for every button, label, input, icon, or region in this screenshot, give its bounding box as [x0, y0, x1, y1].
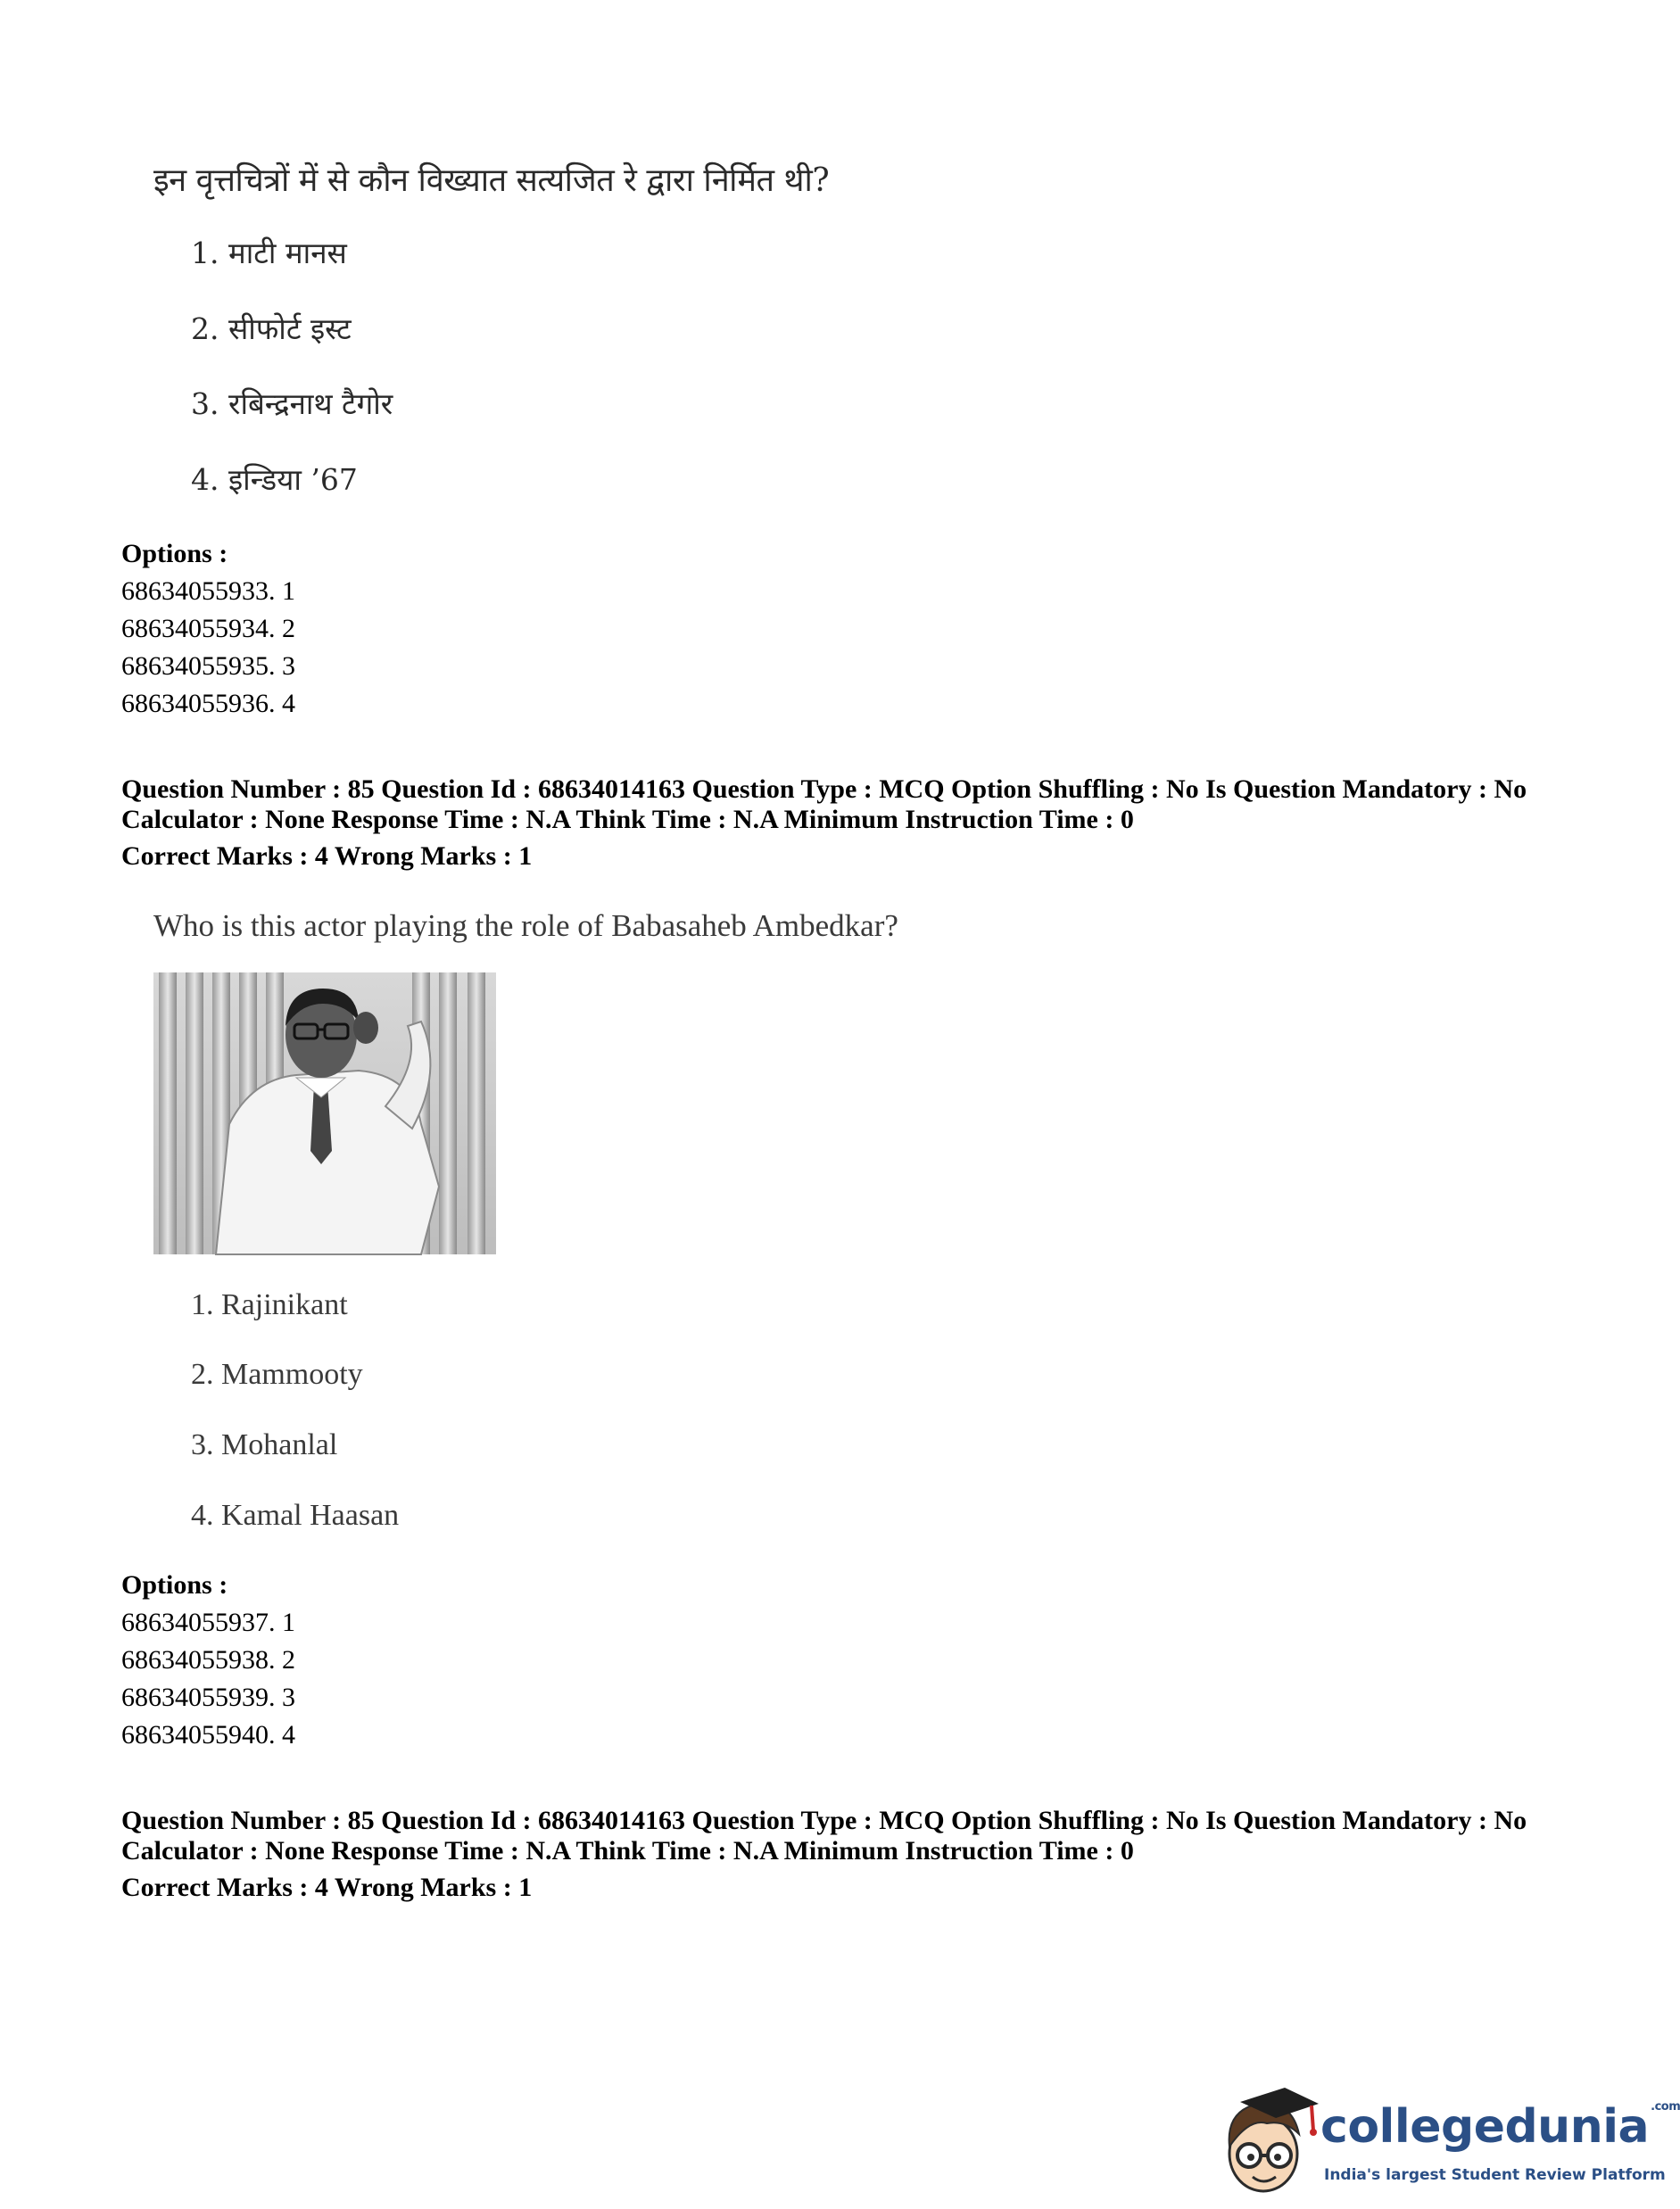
question-next-marks: Correct Marks : 4 Wrong Marks : 1 [121, 1873, 533, 1902]
question-84-option-3: 68634055935. 3 [121, 651, 295, 681]
actor-figure [153, 972, 496, 1254]
brand-tagline: India's largest Student Review Platform [1324, 2166, 1666, 2184]
collegedunia-logo [1213, 2084, 1680, 2200]
question-85-option-3: 68634055939. 3 [121, 1683, 295, 1712]
question-85-text: Who is this actor playing the role of Babasaheb Ambedkar? [153, 908, 898, 943]
question-85-option-1: 68634055937. 1 [121, 1608, 295, 1637]
actor-photo [153, 972, 496, 1254]
question-next-meta: Question Number : 85 Question Id : 68634014163 Question Type : MCQ Option Shuffling : No Is Question Mandatory : No Calculator : None Response Time : N.A Think Time : N.A Minimum Instruction Time : 0 [121, 1806, 1527, 1866]
mascot-icon [1213, 2084, 1320, 2200]
question-85-choice-2: 2. Mammooty [191, 1358, 363, 1391]
question-85-option-2: 68634055938. 2 [121, 1645, 295, 1675]
question-85-meta: Question Number : 85 Question Id : 68634014163 Question Type : MCQ Option Shuffling : No Is Question Mandatory : No Calculator : None Response Time : N.A Think Time : N.A Minimum Instruction Time : 0 [121, 774, 1527, 834]
brand-name: collegedunia $^{.com}$ [1320, 2100, 1680, 2154]
question-85-option-4: 68634055940. 4 [121, 1720, 295, 1750]
question-84-choice-4: 4. इन्डिया ’67 [191, 462, 358, 497]
question-85-choice-1: 1. Rajinikant [191, 1288, 348, 1321]
question-84-choice-1: 1. माटी मानस [191, 236, 347, 270]
question-85-choice-3: 3. Mohanlal [191, 1428, 338, 1461]
question-84-choice-3: 3. रबिन्द्रनाथ टैगोर [191, 386, 393, 421]
question-84-text: इन वृत्तचित्रों में से कौन विख्यात सत्यजित रे द्वारा निर्मित थी? [153, 162, 830, 199]
question-84-option-2: 68634055934. 2 [121, 614, 295, 643]
question-85-marks: Correct Marks : 4 Wrong Marks : 1 [121, 841, 533, 871]
question-85-choice-4: 4. Kamal Haasan [191, 1499, 400, 1532]
question-85-options-label: Options : [121, 1570, 228, 1600]
question-84-options-label: Options : [121, 539, 228, 568]
question-84-option-4: 68634055936. 4 [121, 689, 295, 718]
question-84-option-1: 68634055933. 1 [121, 576, 295, 606]
question-84-choice-2: 2. सीफोर्ट इस्ट [191, 311, 352, 346]
